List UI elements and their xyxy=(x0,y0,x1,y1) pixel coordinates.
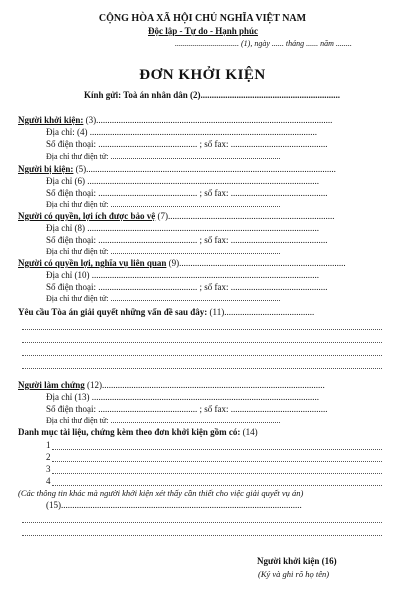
defendant-email: Địa chỉ thư điện tử: ..................................................................................... xyxy=(46,200,281,209)
defendant-heading-note: (5)............................................................................................................... xyxy=(75,164,336,174)
plaintiff-heading-note: (3)......................................................................................................... xyxy=(85,115,333,125)
request-heading: Yêu cầu Tòa án giải quyết những vấn đề sau đây: xyxy=(18,307,208,317)
plaintiff-address: Địa chỉ: (4) ..................................................................................................... xyxy=(46,127,317,137)
attachment-blank-line xyxy=(52,485,382,486)
motto: Độc lập - Tự do - Hạnh phúc xyxy=(148,26,259,36)
attachment-item: 2 xyxy=(46,452,51,462)
national-title: CỘNG HÒA XÃ HỘI CHỦ NGHĨA VIỆT NAM xyxy=(98,13,307,24)
attachments-heading: Danh mục tài liệu, chứng kèm theo đơn khởi kiện gồm có: xyxy=(18,427,241,437)
attachments-heading-note: (14) xyxy=(242,427,258,437)
request-blank-line xyxy=(22,355,382,356)
request-section xyxy=(18,308,314,317)
other-info-ref: (15)........................................................................................................... xyxy=(46,500,302,510)
defendant-section xyxy=(18,165,336,174)
witness-phone: Số điện thoại: ............................................ ; số fax: ........................................... xyxy=(46,404,328,414)
attachment-blank-line xyxy=(52,449,382,450)
related-party-heading-note: (9).......................................................................... xyxy=(168,258,346,268)
document-title: ĐƠN KHỞI KIỆN xyxy=(139,67,266,83)
request-heading-note: (11)........................................ xyxy=(209,307,315,317)
attachment-item: 3 xyxy=(46,464,51,474)
request-blank-line xyxy=(22,368,382,369)
witness-section xyxy=(18,381,325,390)
plaintiff-section xyxy=(18,116,332,125)
witness-heading: Người làm chứng xyxy=(18,380,85,390)
protected-party-heading-note: (7).......................................................................... xyxy=(157,211,335,221)
related-party-heading: Người có quyền lợi, nghĩa vụ liên quan xyxy=(18,258,167,268)
request-blank-line xyxy=(22,329,382,330)
addressee: Kính gửi: Toà án nhân dân (2).............................................................. xyxy=(84,90,340,100)
defendant-phone: Số điện thoại: ............................................ ; số fax: ........................................... xyxy=(46,188,328,198)
protected-party-address: Địa chỉ (8) ....................................................................................................... xyxy=(46,223,319,233)
witness-email: Địa chỉ thư điện tử: ..................................................................................... xyxy=(46,416,281,425)
attachment-item: 4 xyxy=(46,476,51,486)
related-party-address: Địa chỉ (10) ..................................................................................................... xyxy=(46,270,319,280)
request-blank-line xyxy=(22,342,382,343)
protected-party-email: Địa chỉ thư điện tử: ..................................................................................... xyxy=(46,247,281,256)
protected-party-heading: Người có quyền, lợi ích được bảo vệ xyxy=(18,211,156,221)
signature-note: (Ký và ghi rõ họ tên) xyxy=(258,569,330,579)
signature-title: Người khởi kiện (16) xyxy=(257,556,337,566)
other-info-blank-line xyxy=(22,522,382,523)
plaintiff-heading: Người khởi kiện: xyxy=(18,115,84,125)
other-info-note: (Các thông tin khác mà người khởi kiện xét thấy cần thiết cho việc giải quyết vụ án) xyxy=(18,488,304,498)
attachment-blank-line xyxy=(52,473,382,474)
other-info-blank-line xyxy=(22,535,382,536)
related-party-phone: Số điện thoại: ............................................ ; số fax: ........................................... xyxy=(46,282,328,292)
attachment-blank-line xyxy=(52,461,382,462)
attachments-section xyxy=(18,428,258,437)
related-party-email: Địa chỉ thư điện tử: ..................................................................................... xyxy=(46,294,281,303)
plaintiff-email: Địa chỉ thư điện tử: ..................................................................................... xyxy=(46,152,281,161)
plaintiff-phone: Số điện thoại: ............................................ ; số fax: ........................................... xyxy=(46,139,328,149)
attachment-item: 1 xyxy=(46,440,51,450)
protected-party-section xyxy=(18,212,335,221)
protected-party-phone: Số điện thoại: ............................................ ; số fax: ........................................... xyxy=(46,235,328,245)
defendant-address: Địa chỉ (6) ....................................................................................................... xyxy=(46,176,319,186)
defendant-heading: Người bị kiện: xyxy=(18,164,74,174)
witness-heading-note: (12)................................................................................................... xyxy=(87,380,325,390)
witness-address: Địa chỉ (13) ..................................................................................................... xyxy=(46,392,319,402)
related-party-section xyxy=(18,259,346,268)
place-date-line: ................................ (1), ngày ...... tháng ...... năm ........ xyxy=(175,39,352,48)
